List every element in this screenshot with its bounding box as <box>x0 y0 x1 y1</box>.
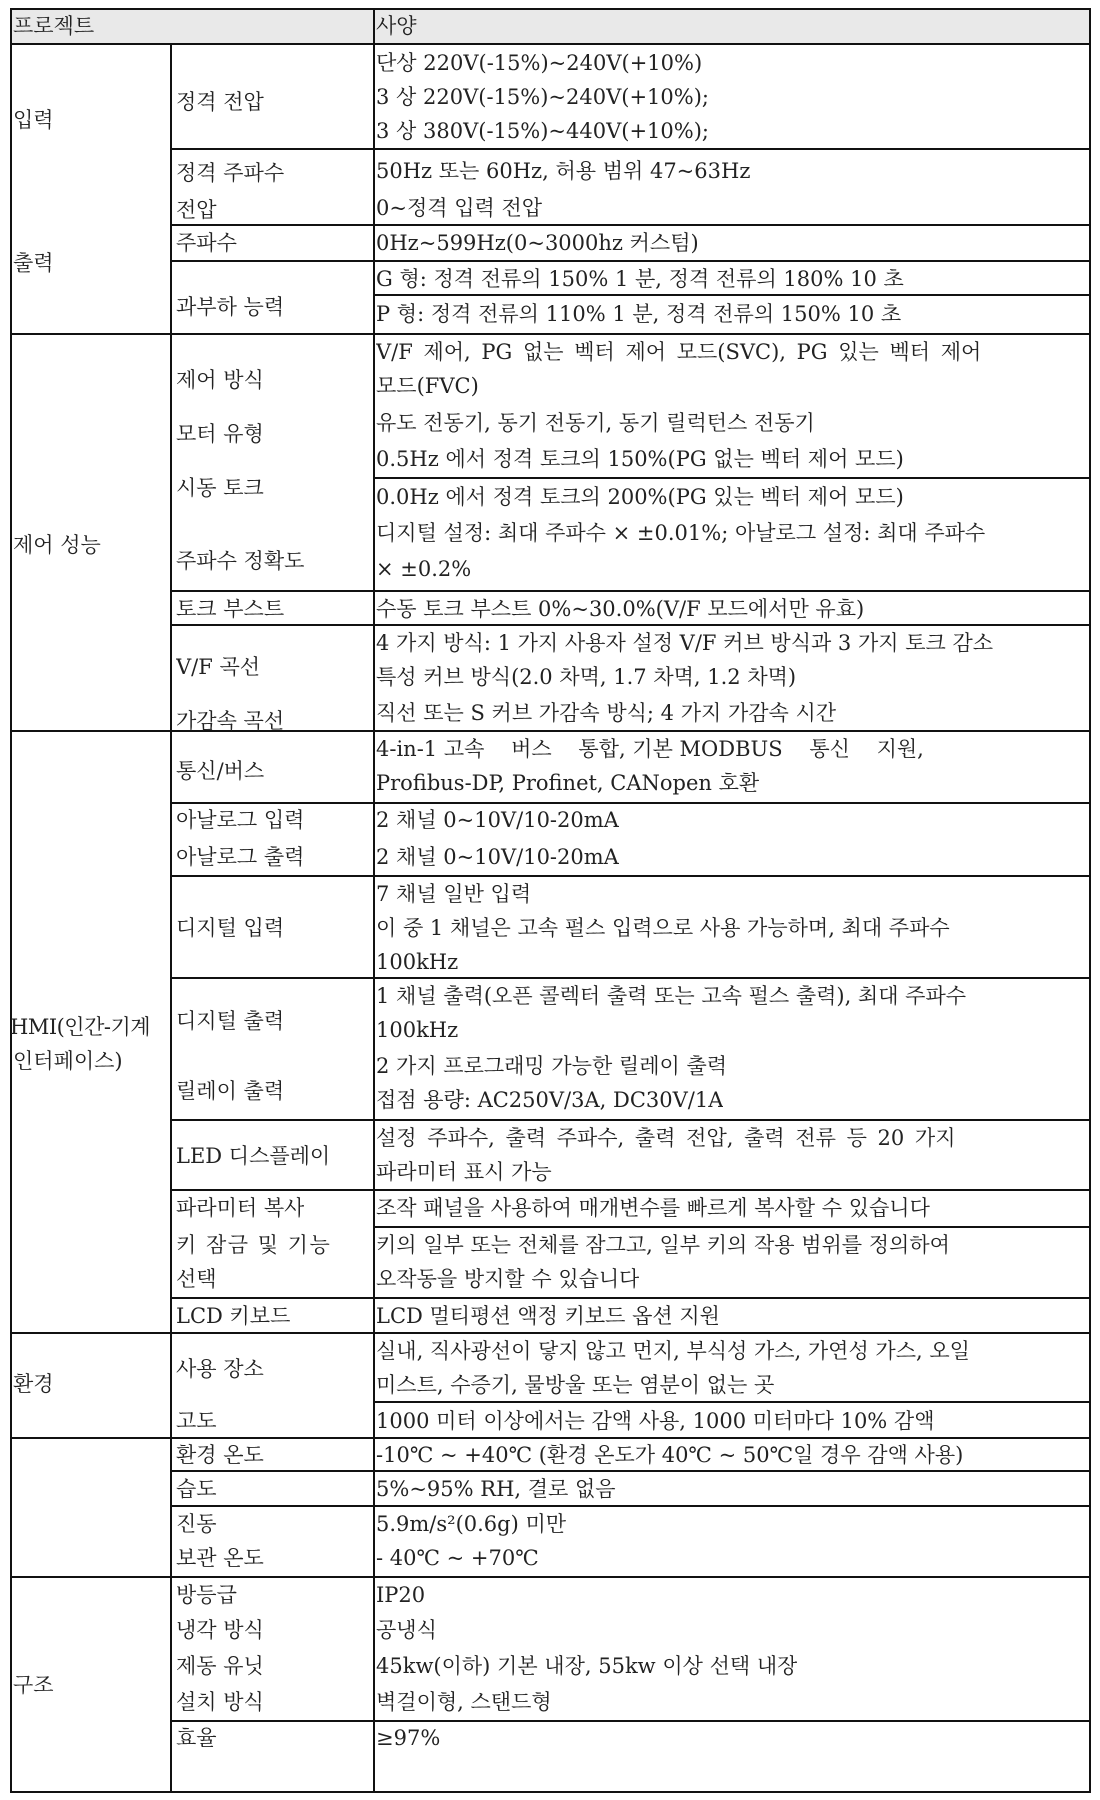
spec-key-lock-2: 오작동을 방지할 수 있습니다 <box>376 1267 640 1291</box>
spec-brake-unit: 45kw(이하) 기본 내장, 55kw 이상 선택 내장 <box>376 1654 798 1678</box>
spec-accel-curve: 직선 또는 S 커브 가감속 방식; 4 가지 가감속 시간 <box>376 701 837 725</box>
line-section <box>10 1576 1091 1578</box>
label-relay-output: 릴레이 출력 <box>176 1079 285 1103</box>
spec-rated-frequency: 50Hz 또는 60Hz, 허용 범위 47~63Hz <box>376 159 751 183</box>
header-spec: 사양 <box>376 14 417 38</box>
spec-lcd-keyboard: LCD 멀티평션 액정 키보드 옵션 지원 <box>376 1304 720 1328</box>
label-motor-type: 모터 유형 <box>176 422 264 446</box>
spec-digital-input-2: 이 중 1 채널은 고속 펄스 입력으로 사용 가능하며, 최대 주파수 <box>376 916 950 940</box>
label-digital-output: 디지털 출력 <box>176 1009 285 1033</box>
spec-install: 벽걸이형, 스탠드형 <box>376 1690 552 1714</box>
spec-analog-output: 2 채널 0~10V/10-20mA <box>376 845 619 869</box>
col-divider-spec <box>373 8 375 1793</box>
spec-vf-line2: 특성 커브 방식(2.0 차멱, 1.7 차멱, 1.2 차멱) <box>376 665 797 689</box>
spec-motor-type: 유도 전동기, 동기 전동기, 동기 릴럭턴스 전동기 <box>376 411 815 435</box>
label-frequency: 주파수 <box>176 231 237 255</box>
spec-humidity: 5%~95% RH, 결로 없음 <box>376 1477 616 1501</box>
category-structure: 구조 <box>13 1673 54 1697</box>
row-line <box>170 148 1091 150</box>
label-location: 사용 장소 <box>176 1357 264 1381</box>
label-brake-unit: 제동 유닛 <box>176 1654 264 1678</box>
spec-overload-p: P 형: 정격 전류의 110% 1 분, 정격 전류의 150% 10 초 <box>376 302 902 326</box>
spec-param-copy: 조작 패널을 사용하여 매개변수를 빠르게 복사할 수 있습니다 <box>376 1196 930 1220</box>
table-header-row <box>10 8 1091 44</box>
label-rated-frequency: 정격 주파수 <box>176 161 285 185</box>
spec-accuracy-line1: 디지털 설정: 최대 주파수 × ±0.01%; 아날로그 설정: 최대 주파수 <box>376 521 986 545</box>
spec-voltage-single: 단상 220V(-15%)~240V(+10%) <box>376 51 703 75</box>
label-cooling: 냉각 방식 <box>176 1618 264 1642</box>
spec-accuracy-line2: × ±0.2% <box>376 557 472 581</box>
spec-comm-line1: 4-in-1 고속 버스 통합, 기본 MODBUS 통신 지원, <box>376 737 924 761</box>
label-lcd-keyboard: LCD 키보드 <box>176 1304 291 1328</box>
spec-led-line2: 파라미터 표시 가능 <box>376 1160 552 1184</box>
label-altitude: 고도 <box>176 1409 217 1433</box>
row-line <box>170 1505 1091 1507</box>
spec-start-torque-1: 0.5Hz 에서 정격 토크의 150%(PG 없는 벡터 제어 모드) <box>376 447 904 471</box>
border-left <box>10 8 12 1793</box>
label-vf-curve: V/F 곡선 <box>176 655 261 679</box>
spec-digital-input-1: 7 채널 일반 입력 <box>376 882 532 906</box>
spec-storage-temp: - 40℃ ~ +70℃ <box>376 1546 539 1570</box>
spec-frequency: 0Hz~599Hz(0~3000hz 커스텀) <box>376 231 699 255</box>
label-comm-bus: 통신/버스 <box>176 759 265 783</box>
line-bottom <box>10 1791 1091 1793</box>
spec-digital-input-3: 100kHz <box>376 950 459 974</box>
category-hmi-line2: 인터페이스) <box>13 1049 123 1073</box>
row-line <box>170 802 1091 804</box>
spec-location-2: 미스트, 수증기, 물방울 또는 염분이 없는 곳 <box>376 1373 775 1397</box>
spec-relay-2: 접점 용량: AC250V/3A, DC30V/1A <box>376 1088 724 1112</box>
label-efficiency: 효율 <box>176 1726 217 1750</box>
label-digital-input: 디지털 입력 <box>176 916 285 940</box>
label-overload: 과부하 능력 <box>176 295 285 319</box>
spec-line <box>373 477 1091 479</box>
spec-control-line2: 모드(FVC) <box>376 374 479 398</box>
spec-control-line1: V/F 제어, PG 없는 벡터 제어 모드(SVC), PG 있는 벡터 제어 <box>376 340 982 364</box>
spec-vf-line1: 4 가지 방식: 1 가지 사용자 설정 V/F 커브 방식과 3 가지 토크 감소 <box>376 631 994 655</box>
label-frequency-accuracy: 주파수 정확도 <box>176 549 305 573</box>
spec-comm-line2: Profibus-DP, Profinet, CANopen 호환 <box>376 771 760 795</box>
spec-key-lock-1: 키의 일부 또는 전체를 잠그고, 일부 키의 작용 범위를 정의하여 <box>376 1233 950 1257</box>
label-ambient-temp: 환경 온도 <box>176 1443 264 1467</box>
spec-table <box>10 8 1091 1793</box>
spec-altitude: 1000 미터 이상에서는 감액 사용, 1000 미터마다 10% 감액 <box>376 1409 935 1433</box>
header-project: 프로젝트 <box>13 14 95 38</box>
spec-start-torque-2: 0.0Hz 에서 정격 토크의 200%(PG 있는 벡터 제어 모드) <box>376 485 904 509</box>
spec-led-line1: 설정 주파수, 출력 주파수, 출력 전압, 출력 전류 등 20 가지 <box>376 1126 956 1150</box>
label-control-mode: 제어 방식 <box>176 368 264 392</box>
spec-voltage-3ph-380: 3 상 380V(-15%)~440V(+10%); <box>376 119 709 143</box>
spec-efficiency: ≥97% <box>376 1726 441 1750</box>
spec-overload-g: G 형: 정격 전류의 150% 1 분, 정격 전류의 180% 10 초 <box>376 267 904 291</box>
spec-ambient-temp: -10℃ ~ +40℃ (환경 온도가 40℃ ~ 50℃일 경우 감액 사용) <box>376 1443 964 1467</box>
category-output: 출력 <box>13 251 54 275</box>
label-key-lock-line1: 키 잠금 및 기능 <box>176 1233 332 1257</box>
row-line <box>170 1720 1091 1722</box>
label-key-lock-line2: 선택 <box>176 1267 217 1291</box>
spec-voltage: 0~정격 입력 전압 <box>376 196 543 220</box>
spec-cooling: 공냉식 <box>376 1618 437 1642</box>
spec-digital-output-1: 1 채널 출력(오픈 콜렉터 출력 또는 고속 펄스 출력), 최대 주파수 <box>376 984 967 1008</box>
label-analog-output: 아날로그 출력 <box>176 845 305 869</box>
spec-torque-boost: 수동 토크 부스트 0%~30.0%(V/F 모드에서만 유효) <box>376 597 865 621</box>
col-divider-label <box>170 44 172 1793</box>
spec-location-1: 실내, 직사광선이 닿지 않고 먼지, 부식성 가스, 가연성 가스, 오일 <box>376 1339 970 1363</box>
category-control: 제어 성능 <box>13 533 101 557</box>
label-voltage: 전압 <box>176 198 217 222</box>
spec-analog-input: 2 채널 0~10V/10-20mA <box>376 808 619 832</box>
label-storage-temp: 보관 온도 <box>176 1546 264 1570</box>
category-input: 입력 <box>13 108 54 132</box>
line-header <box>10 43 1091 45</box>
line-top <box>10 8 1091 10</box>
border-right <box>1089 8 1091 1793</box>
label-led-display: LED 디스플레이 <box>176 1144 331 1168</box>
label-accel-curve: 가감속 곡선 <box>176 709 285 733</box>
spec-relay-1: 2 가지 프로그래밍 가능한 릴레이 출력 <box>376 1054 728 1078</box>
spec-voltage-3ph-220: 3 상 220V(-15%)~240V(+10%); <box>376 85 709 109</box>
label-rated-voltage: 정격 전압 <box>176 90 264 114</box>
label-vibration: 진동 <box>176 1512 217 1536</box>
label-torque-boost: 토크 부스트 <box>176 597 285 621</box>
row-line <box>170 875 1091 877</box>
label-humidity: 습도 <box>176 1477 217 1501</box>
label-param-copy: 파라미터 복사 <box>176 1196 305 1220</box>
spec-vibration: 5.9m/s²(0.6g) 미만 <box>376 1512 567 1536</box>
category-hmi-line1: HMI(인간-기계 <box>10 1015 151 1039</box>
label-analog-input: 아날로그 입력 <box>176 808 305 832</box>
spec-digital-output-2: 100kHz <box>376 1018 459 1042</box>
label-install: 설치 방식 <box>176 1690 264 1714</box>
category-environment: 환경 <box>13 1372 54 1396</box>
label-protection: 방등급 <box>176 1583 237 1607</box>
spec-protection: IP20 <box>376 1583 426 1607</box>
label-start-torque: 시동 토크 <box>176 476 264 500</box>
